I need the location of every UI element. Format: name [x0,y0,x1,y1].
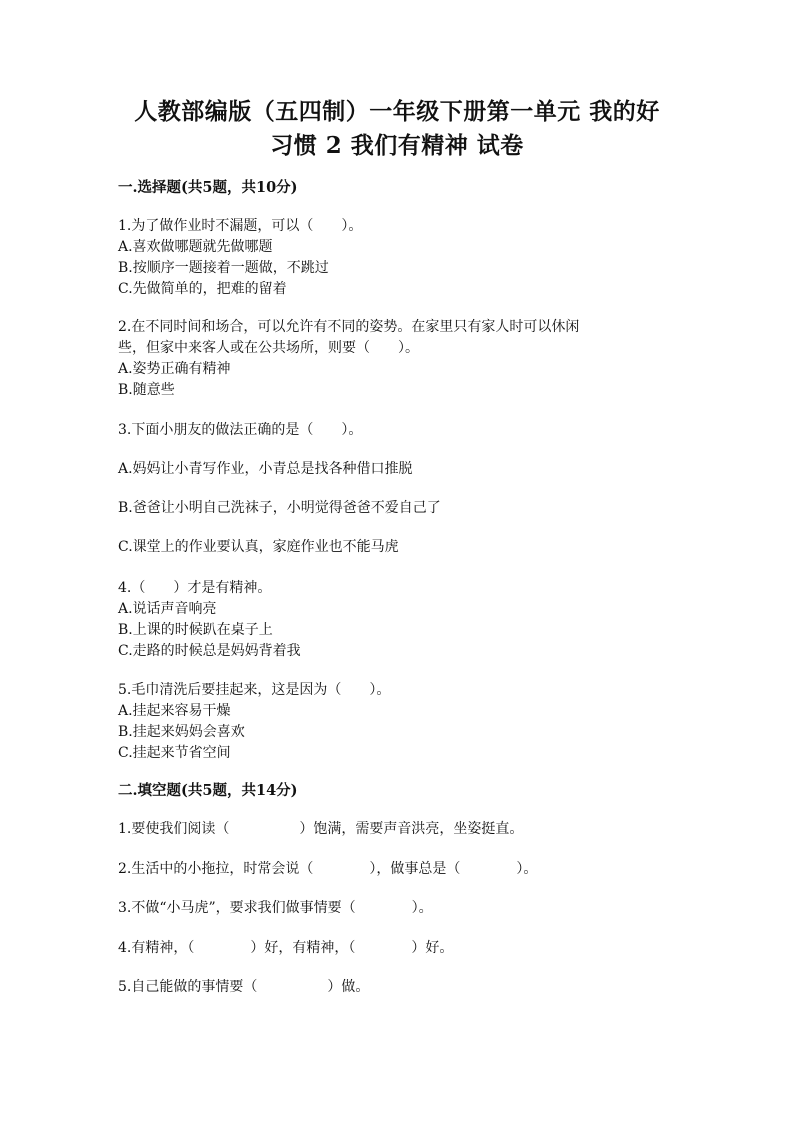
option-a: A.说话声音响亮 [118,601,217,617]
option-c: C.课堂上的作业要认真，家庭作业也不能马虎 [118,539,399,555]
question-stem: 1.为了做作业时不漏题，可以（ ）。 [118,218,363,234]
question-stem-line1: 2.在不同时间和场合，可以允许有不同的姿势。在家里只有家人时可以休闲 [118,319,580,335]
option-b: B.爸爸让小明自己洗袜子，小明觉得爸爸不爱自己了 [118,500,441,516]
option-c: C.挂起来节省空间 [118,745,231,761]
choice-question-2 [118,317,579,401]
option-b: B.挂起来妈妈会喜欢 [118,724,245,740]
option-b: B.按顺序一题接着一题做，不跳过 [118,260,329,276]
fill-question-4: 4.有精神，（ ）好，有精神，（ ）好。 [118,940,454,956]
choice-question-4 [118,578,301,662]
fill-question-1: 1.要使我们阅读（ ）饱满，需要声音洪亮，坐姿挺直。 [118,821,524,837]
choice-question-5 [118,680,390,764]
fill-question-2: 2.生活中的小拖拉，时常会说（ ），做事总是（ ）。 [118,861,538,877]
question-stem: 3.下面小朋友的做法正确的是（ ）。 [118,422,363,438]
option-b: B.随意些 [118,382,175,398]
option-a: A.喜欢做哪题就先做哪题 [118,239,273,255]
option-a: A.姿势正确有精神 [118,361,231,377]
choice-question-3 [118,420,441,558]
question-stem-line2: 些，但家中来客人或在公共场所，则要（ ）。 [118,340,419,356]
fill-question-5: 5.自己能做的事情要（ ）做。 [118,979,370,995]
section-heading-choice: 一.选择题(共5题，共10分) [118,179,298,196]
option-a: A.挂起来容易干燥 [118,703,231,719]
option-b: B.上课的时候趴在桌子上 [118,622,273,638]
section-heading-fill: 二.填空题(共5题，共14分) [118,782,298,799]
exam-title-line1: 人教部编版（五四制）一年级下册第一单元 我的好 [134,98,660,125]
exam-title-line2: 习惯 2 我们有精神 试卷 [270,132,524,159]
option-c: C.走路的时候总是妈妈背着我 [118,643,301,659]
exam-title [0,95,794,163]
question-stem: 5.毛巾清洗后要挂起来，这是因为（ ）。 [118,682,391,698]
fill-question-3: 3.不做“小马虎”，要求我们做事情要（ ）。 [118,900,433,916]
question-stem: 4.（ ）才是有精神。 [118,580,272,596]
option-a: A.妈妈让小青写作业，小青总是找各种借口推脱 [118,461,413,477]
choice-question-1 [118,216,362,300]
option-c: C.先做简单的，把难的留着 [118,281,287,297]
